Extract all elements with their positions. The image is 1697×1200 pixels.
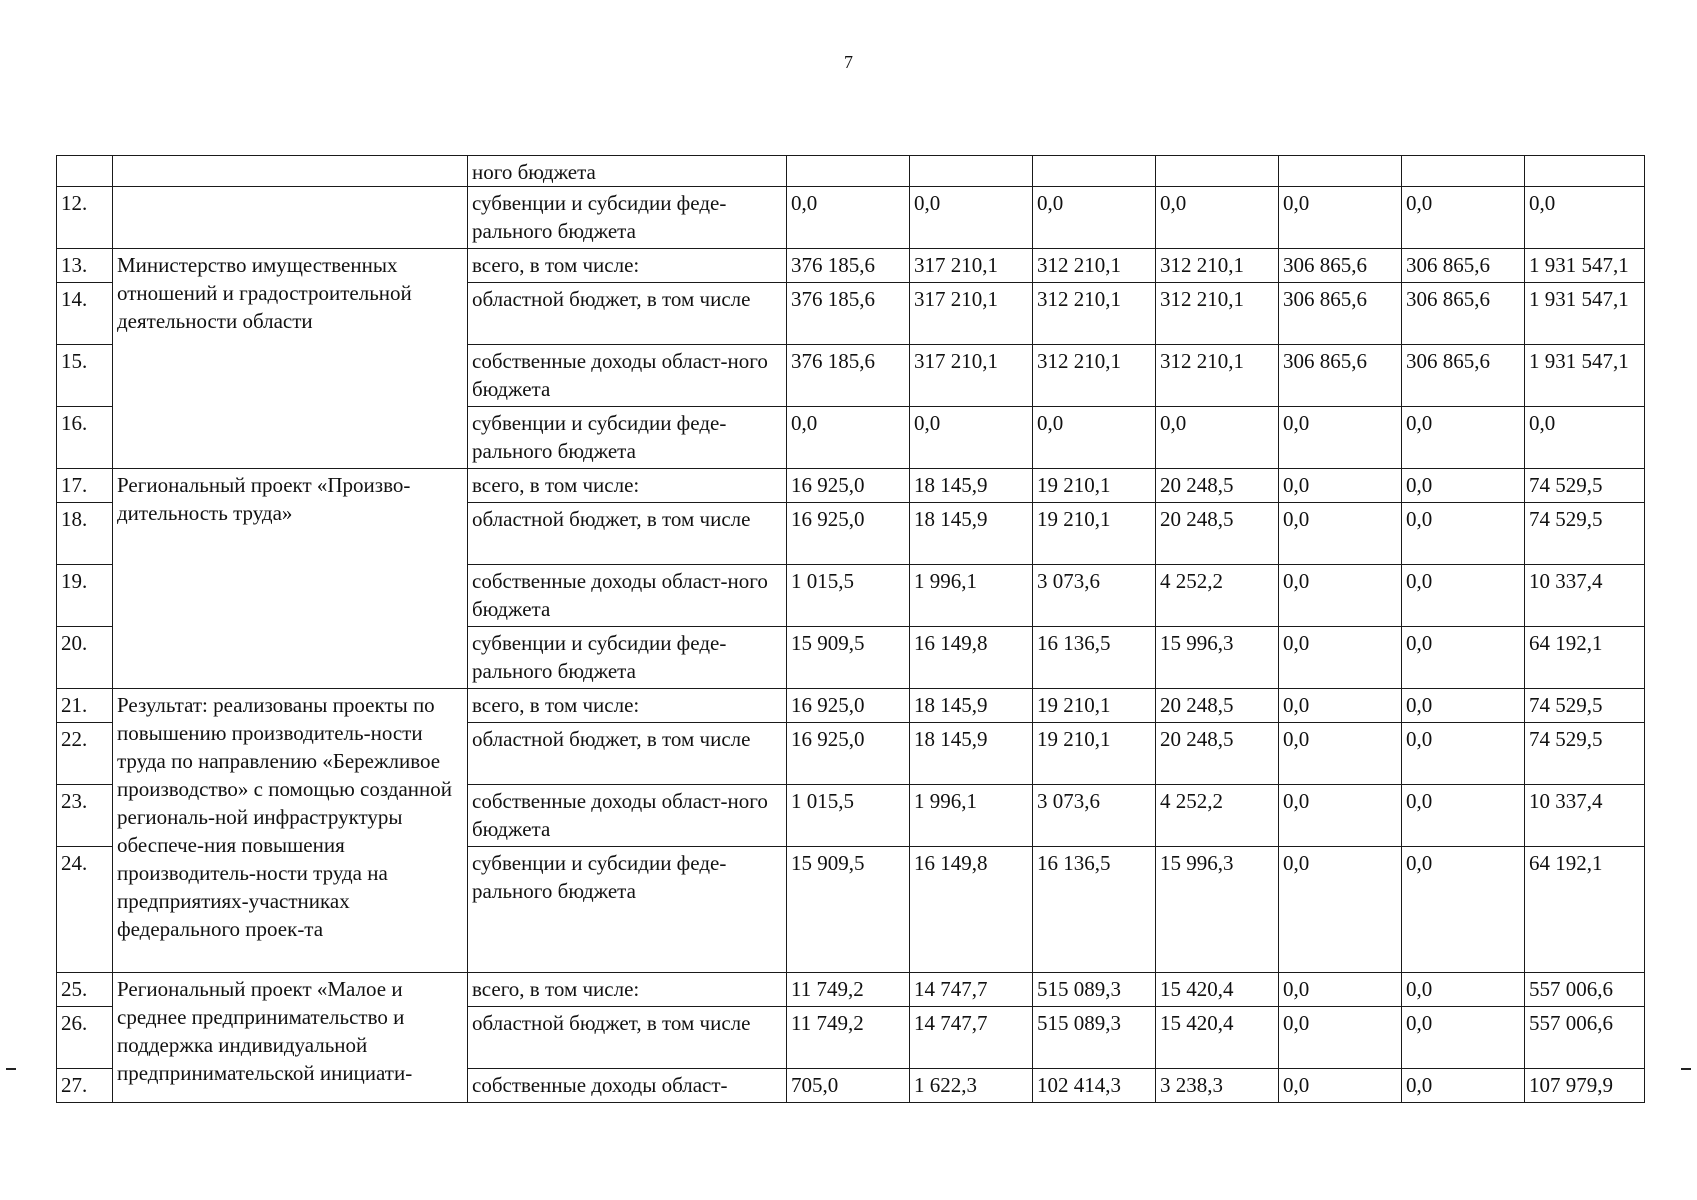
amount-cell: 102 414,3: [1033, 1069, 1156, 1103]
amount-cell: 376 185,6: [787, 249, 910, 283]
amount-cell: 317 210,1: [910, 345, 1033, 407]
funding-type-cell: областной бюджет, в том числе: [468, 503, 787, 565]
row-number-cell: 17.: [57, 469, 113, 503]
amount-cell: 16 149,8: [910, 627, 1033, 689]
amount-cell: 64 192,1: [1525, 847, 1645, 973]
amount-cell: 0,0: [1279, 1069, 1402, 1103]
amount-cell: 15 996,3: [1156, 847, 1279, 973]
row-number-cell: 21.: [57, 689, 113, 723]
funding-type-cell: всего, в том числе:: [468, 249, 787, 283]
amount-cell: 306 865,6: [1402, 249, 1525, 283]
amount-cell: 20 248,5: [1156, 469, 1279, 503]
amount-cell: 0,0: [1402, 503, 1525, 565]
amount-cell: 10 337,4: [1525, 785, 1645, 847]
row-number-cell: 14.: [57, 283, 113, 345]
amount-cell: 0,0: [910, 187, 1033, 249]
amount-cell: 0,0: [1402, 689, 1525, 723]
amount-cell: 11 749,2: [787, 973, 910, 1007]
program-name-cell: [113, 187, 468, 249]
amount-cell: 1 996,1: [910, 565, 1033, 627]
amount-cell: 0,0: [1402, 627, 1525, 689]
amount-cell: 0,0: [1402, 785, 1525, 847]
amount-cell: 3 073,6: [1033, 785, 1156, 847]
funding-type-cell: ного бюджета: [468, 156, 787, 187]
amount-cell: 0,0: [1402, 1007, 1525, 1069]
funding-type-cell: собственные доходы област-: [468, 1069, 787, 1103]
amount-cell: 14 747,7: [910, 1007, 1033, 1069]
funding-type-cell: областной бюджет, в том числе: [468, 283, 787, 345]
amount-cell: 15 996,3: [1156, 627, 1279, 689]
amount-cell: 19 210,1: [1033, 469, 1156, 503]
table-row: [57, 469, 1645, 503]
amount-cell: 0,0: [1402, 407, 1525, 469]
row-number-cell: 22.: [57, 723, 113, 785]
amount-cell: [1525, 156, 1645, 187]
program-name-cell: [113, 156, 468, 187]
row-number-cell: 20.: [57, 627, 113, 689]
amount-cell: [1402, 156, 1525, 187]
amount-cell: 376 185,6: [787, 345, 910, 407]
amount-cell: 74 529,5: [1525, 469, 1645, 503]
table-row: [57, 187, 1645, 249]
amount-cell: 74 529,5: [1525, 503, 1645, 565]
amount-cell: 0,0: [1156, 187, 1279, 249]
amount-cell: [1033, 156, 1156, 187]
page-number: 7: [844, 52, 853, 72]
amount-cell: 16 925,0: [787, 503, 910, 565]
row-number-cell: 13.: [57, 249, 113, 283]
row-number-cell: 16.: [57, 407, 113, 469]
amount-cell: 15 420,4: [1156, 1007, 1279, 1069]
amount-cell: 0,0: [1402, 187, 1525, 249]
funding-type-cell: всего, в том числе:: [468, 469, 787, 503]
funding-type-cell: собственные доходы област-ного бюджета: [468, 565, 787, 627]
amount-cell: [1156, 156, 1279, 187]
amount-cell: 0,0: [1402, 565, 1525, 627]
amount-cell: 0,0: [1279, 973, 1402, 1007]
amount-cell: 306 865,6: [1402, 283, 1525, 345]
amount-cell: 0,0: [1279, 469, 1402, 503]
continuation-row: [57, 156, 1645, 187]
amount-cell: 15 420,4: [1156, 973, 1279, 1007]
amount-cell: 3 238,3: [1156, 1069, 1279, 1103]
row-number-cell: 24.: [57, 847, 113, 973]
amount-cell: 0,0: [1402, 1069, 1525, 1103]
amount-cell: 20 248,5: [1156, 723, 1279, 785]
amount-cell: [1279, 156, 1402, 187]
funding-type-cell: субвенции и субсидии феде-рального бюджета: [468, 847, 787, 973]
amount-cell: 0,0: [1402, 973, 1525, 1007]
amount-cell: 0,0: [1279, 407, 1402, 469]
amount-cell: 18 145,9: [910, 469, 1033, 503]
row-number-cell: 19.: [57, 565, 113, 627]
amount-cell: 0,0: [1279, 503, 1402, 565]
amount-cell: 306 865,6: [1402, 345, 1525, 407]
row-number-cell: 23.: [57, 785, 113, 847]
row-number-cell: 12.: [57, 187, 113, 249]
amount-cell: 312 210,1: [1156, 345, 1279, 407]
amount-cell: 0,0: [1279, 627, 1402, 689]
amount-cell: 16 925,0: [787, 723, 910, 785]
amount-cell: 1 622,3: [910, 1069, 1033, 1103]
amount-cell: 14 747,7: [910, 973, 1033, 1007]
amount-cell: 11 749,2: [787, 1007, 910, 1069]
table-body: [57, 156, 1645, 1103]
amount-cell: 515 089,3: [1033, 1007, 1156, 1069]
row-number-cell: 26.: [57, 1007, 113, 1069]
amount-cell: 317 210,1: [910, 283, 1033, 345]
amount-cell: 0,0: [1402, 469, 1525, 503]
margin-mark-left: [6, 1068, 16, 1070]
amount-cell: 306 865,6: [1279, 345, 1402, 407]
amount-cell: 376 185,6: [787, 283, 910, 345]
funding-type-cell: субвенции и субсидии феде-рального бюджета: [468, 187, 787, 249]
funding-type-cell: всего, в том числе:: [468, 689, 787, 723]
amount-cell: 0,0: [1156, 407, 1279, 469]
amount-cell: 557 006,6: [1525, 973, 1645, 1007]
amount-cell: 0,0: [910, 407, 1033, 469]
funding-type-cell: собственные доходы област-ного бюджета: [468, 345, 787, 407]
amount-cell: 74 529,5: [1525, 723, 1645, 785]
amount-cell: 0,0: [1279, 689, 1402, 723]
amount-cell: 4 252,2: [1156, 565, 1279, 627]
amount-cell: 4 252,2: [1156, 785, 1279, 847]
amount-cell: 16 136,5: [1033, 847, 1156, 973]
amount-cell: 1 931 547,1: [1525, 283, 1645, 345]
amount-cell: 306 865,6: [1279, 249, 1402, 283]
amount-cell: 19 210,1: [1033, 503, 1156, 565]
amount-cell: 18 145,9: [910, 689, 1033, 723]
amount-cell: [787, 156, 910, 187]
amount-cell: 312 210,1: [1033, 249, 1156, 283]
amount-cell: 0,0: [1033, 187, 1156, 249]
amount-cell: 15 909,5: [787, 847, 910, 973]
amount-cell: 0,0: [1279, 1007, 1402, 1069]
amount-cell: 0,0: [1279, 187, 1402, 249]
row-number-cell: 25.: [57, 973, 113, 1007]
program-name-cell: Региональный проект «Произво-дительность труда»: [113, 469, 468, 689]
amount-cell: 0,0: [1525, 407, 1645, 469]
program-name-cell: Министерство имущественных отношений и градостроительной деятельности области: [113, 249, 468, 469]
amount-cell: 0,0: [787, 187, 910, 249]
amount-cell: 0,0: [1279, 785, 1402, 847]
amount-cell: 64 192,1: [1525, 627, 1645, 689]
amount-cell: 1 931 547,1: [1525, 345, 1645, 407]
program-name-cell: Результат: реализованы проекты по повышению производитель-ности труда по направлению «Бережливое производство» с помощью созданной региональ-ной инфраструктуры обеспече-ния повышения производитель-ности труда на предприятиях-участниках федерального проек-та: [113, 689, 468, 973]
amount-cell: 705,0: [787, 1069, 910, 1103]
funding-type-cell: областной бюджет, в том числе: [468, 1007, 787, 1069]
amount-cell: 15 909,5: [787, 627, 910, 689]
budget-table: [56, 155, 1645, 1103]
amount-cell: 1 015,5: [787, 785, 910, 847]
amount-cell: 3 073,6: [1033, 565, 1156, 627]
row-number-cell: 18.: [57, 503, 113, 565]
funding-type-cell: собственные доходы област-ного бюджета: [468, 785, 787, 847]
amount-cell: 20 248,5: [1156, 689, 1279, 723]
amount-cell: 0,0: [1279, 565, 1402, 627]
amount-cell: 107 979,9: [1525, 1069, 1645, 1103]
amount-cell: 0,0: [1402, 723, 1525, 785]
funding-type-cell: субвенции и субсидии феде-рального бюджета: [468, 407, 787, 469]
amount-cell: 10 337,4: [1525, 565, 1645, 627]
funding-type-cell: всего, в том числе:: [468, 973, 787, 1007]
amount-cell: 18 145,9: [910, 503, 1033, 565]
amount-cell: 306 865,6: [1279, 283, 1402, 345]
amount-cell: 1 931 547,1: [1525, 249, 1645, 283]
amount-cell: 0,0: [1279, 723, 1402, 785]
row-number-cell: 27.: [57, 1069, 113, 1103]
amount-cell: 1 996,1: [910, 785, 1033, 847]
amount-cell: 515 089,3: [1033, 973, 1156, 1007]
amount-cell: 20 248,5: [1156, 503, 1279, 565]
table-row: [57, 973, 1645, 1007]
table-row: [57, 689, 1645, 723]
amount-cell: [910, 156, 1033, 187]
amount-cell: 19 210,1: [1033, 689, 1156, 723]
program-name-cell: Региональный проект «Малое и среднее предпринимательство и поддержка индивидуальной предпринимательской инициати-: [113, 973, 468, 1103]
amount-cell: 16 149,8: [910, 847, 1033, 973]
row-number-cell: [57, 156, 113, 187]
amount-cell: 312 210,1: [1033, 345, 1156, 407]
amount-cell: 0,0: [1525, 187, 1645, 249]
amount-cell: 317 210,1: [910, 249, 1033, 283]
row-number-cell: 15.: [57, 345, 113, 407]
amount-cell: 16 925,0: [787, 689, 910, 723]
amount-cell: 16 925,0: [787, 469, 910, 503]
amount-cell: 0,0: [787, 407, 910, 469]
amount-cell: 312 210,1: [1156, 249, 1279, 283]
amount-cell: 19 210,1: [1033, 723, 1156, 785]
amount-cell: 557 006,6: [1525, 1007, 1645, 1069]
amount-cell: 312 210,1: [1033, 283, 1156, 345]
margin-mark-right: [1681, 1068, 1691, 1070]
table-row: [57, 249, 1645, 283]
amount-cell: 0,0: [1279, 847, 1402, 973]
amount-cell: 0,0: [1402, 847, 1525, 973]
amount-cell: 74 529,5: [1525, 689, 1645, 723]
amount-cell: 16 136,5: [1033, 627, 1156, 689]
funding-type-cell: областной бюджет, в том числе: [468, 723, 787, 785]
amount-cell: 312 210,1: [1156, 283, 1279, 345]
amount-cell: 1 015,5: [787, 565, 910, 627]
funding-type-cell: субвенции и субсидии феде-рального бюджета: [468, 627, 787, 689]
amount-cell: 18 145,9: [910, 723, 1033, 785]
amount-cell: 0,0: [1033, 407, 1156, 469]
